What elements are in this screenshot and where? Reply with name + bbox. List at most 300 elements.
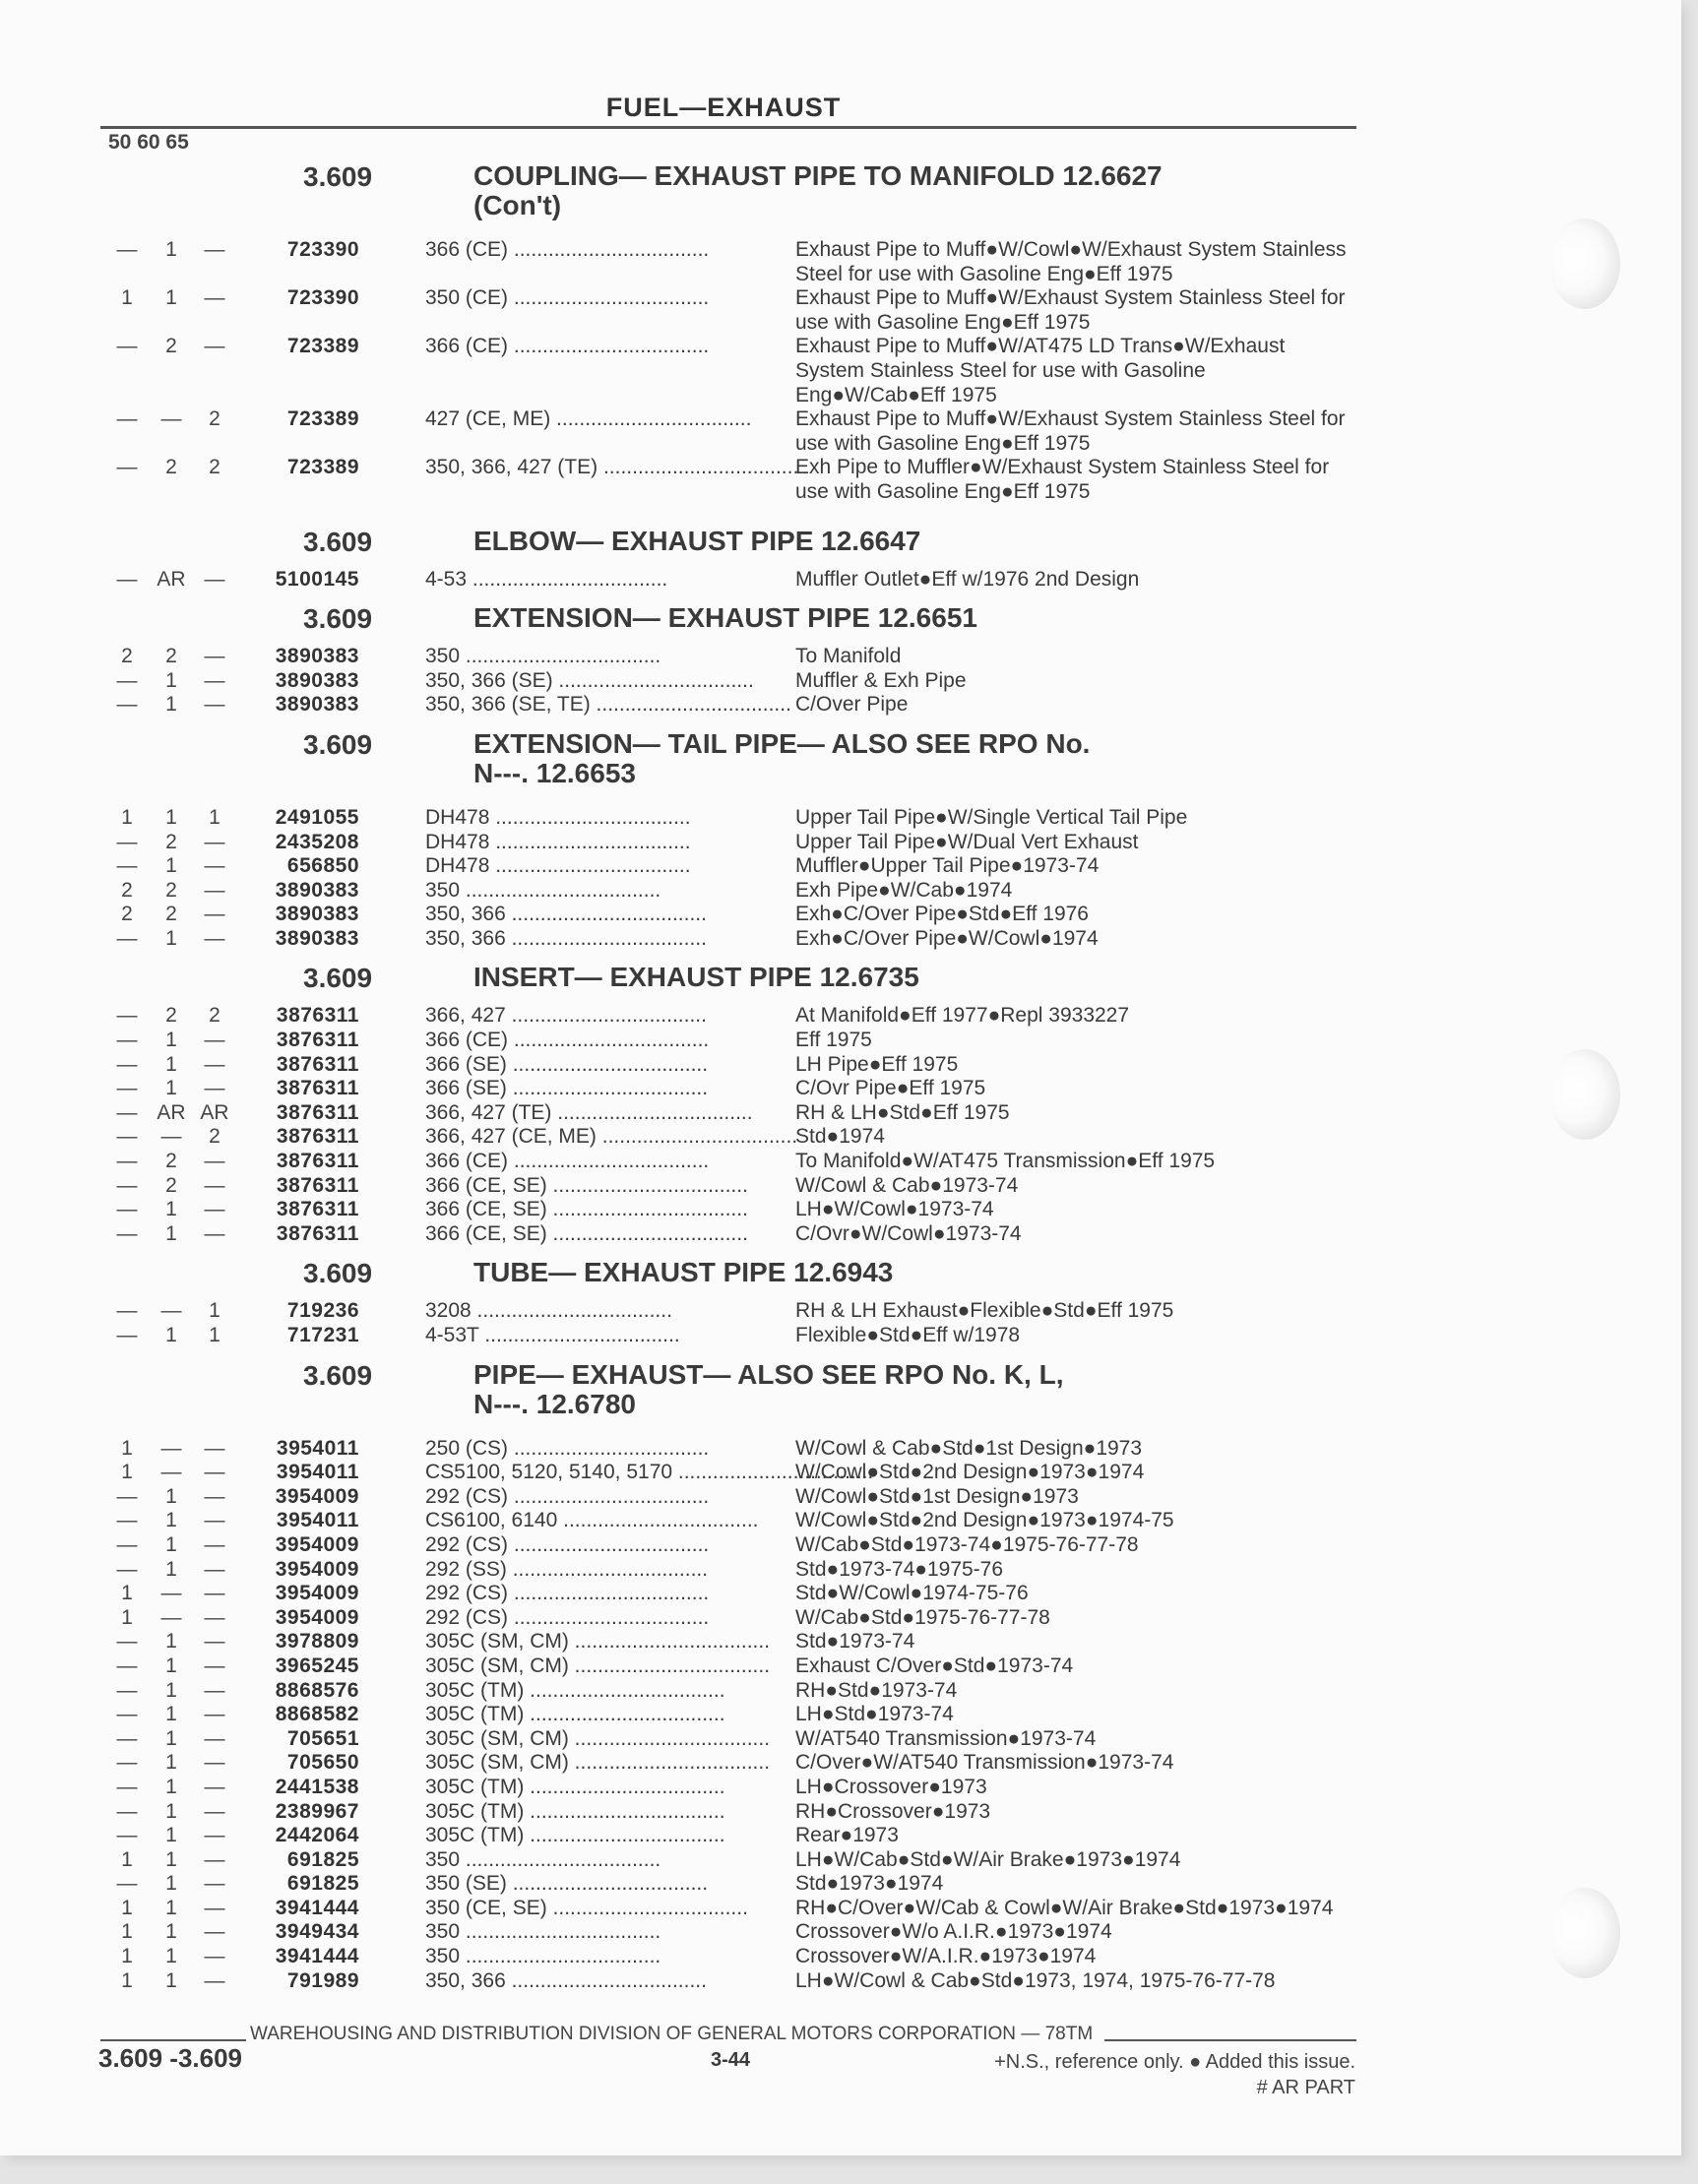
qty-50: —	[116, 1654, 138, 1677]
qty-65: 2	[209, 456, 220, 479]
qty-65: —	[204, 1029, 225, 1052]
section-header	[0, 515, 1681, 568]
part-row	[0, 1751, 1681, 1776]
qty-60: 1	[165, 1509, 177, 1532]
part-description: W/Cowl●Std●2nd Design●1973●1974	[795, 1461, 1145, 1484]
part-row	[0, 1969, 1681, 1994]
part-row	[0, 1582, 1681, 1606]
part-description: Crossover●W/o A.I.R.●1973●1974	[795, 1920, 1112, 1944]
section-code: 3.609	[303, 1359, 373, 1391]
qty-60: 2	[165, 1004, 177, 1028]
qty-65: —	[204, 1077, 225, 1100]
model-application: 305C (SM, CM) ..................................	[425, 1654, 771, 1677]
qty-60: 1	[165, 1654, 177, 1677]
part-number: 3941444	[275, 1945, 359, 1968]
model-application: 350, 366, 427 (TE) ..................................	[425, 456, 799, 479]
qty-50: —	[116, 1557, 138, 1581]
part-number: 2435208	[275, 830, 359, 853]
qty-50: —	[116, 1751, 138, 1775]
qty-50: —	[116, 456, 138, 479]
part-row	[0, 1727, 1681, 1752]
part-row	[0, 1630, 1681, 1654]
part-description: W/AT540 Transmission●1973-74	[795, 1726, 1097, 1750]
part-row	[0, 1945, 1681, 1969]
part-row	[0, 286, 1681, 335]
part-row	[0, 568, 1681, 593]
part-row	[0, 1053, 1681, 1078]
part-number: 723390	[286, 238, 359, 261]
qty-60: 1	[165, 1920, 177, 1944]
qty-50: 1	[121, 1436, 133, 1460]
section-header	[0, 150, 1681, 238]
model-application: 305C (SM, CM) ..................................	[425, 1726, 771, 1750]
header-rule	[100, 126, 1356, 129]
part-number: 3890383	[275, 903, 359, 926]
model-application: 350, 366 ..................................	[425, 926, 707, 950]
part-number: 3890383	[275, 668, 359, 692]
model-application: 366 (CE) ..................................	[425, 335, 710, 358]
qty-65: 2	[209, 1125, 220, 1149]
model-application: 366 (CE, SE) ..................................	[425, 1198, 748, 1221]
model-application: DH478 ..................................	[425, 830, 691, 853]
part-number: 3954009	[275, 1605, 359, 1629]
part-description: Exhaust Pipe to Muff●W/Cowl●W/Exhaust System Stainless Steel for use with Gasoline Eng●Eff 1975	[795, 238, 1347, 285]
part-description: LH●W/Cowl & Cab●Std●1973, 1974, 1975-76-77-78	[795, 1968, 1276, 1992]
part-row	[0, 1461, 1681, 1485]
model-application: 366 (SE) ..................................	[425, 1077, 709, 1100]
qty-60: 1	[165, 1896, 177, 1919]
part-description: W/Cab●Std●1975-76-77-78	[795, 1605, 1050, 1629]
model-application: 350 ..................................	[425, 645, 661, 668]
part-number: 656850	[286, 854, 359, 878]
qty-65: —	[204, 1703, 225, 1726]
part-number: 3876311	[276, 1150, 359, 1173]
qty-60: 2	[165, 903, 177, 926]
model-application: 350 ..................................	[425, 1945, 661, 1968]
qty-65: 2	[209, 407, 220, 431]
part-row	[0, 1800, 1681, 1825]
section-code: 3.609	[303, 526, 373, 557]
part-description: W/Cowl & Cab●1973-74	[795, 1173, 1019, 1197]
part-number: 719236	[286, 1299, 359, 1323]
qty-65: 1	[209, 1324, 220, 1346]
qty-50: —	[116, 1052, 138, 1076]
part-number: 705650	[286, 1751, 359, 1775]
qty-65: —	[204, 668, 225, 692]
qty-65: —	[204, 1751, 225, 1775]
model-application: 305C (TM) ..................................	[425, 1824, 725, 1847]
qty-60: 1	[165, 1484, 177, 1508]
part-number: 691825	[286, 1847, 359, 1871]
model-application: 292 (CS) ..................................	[425, 1484, 710, 1508]
model-application: 292 (CS) ..................................	[425, 1582, 710, 1605]
qty-50: —	[116, 1198, 138, 1221]
part-description: Exhaust Pipe to Muff●W/AT475 LD Trans●W/Exhaust System Stainless Steel for use with Gasoline Eng●W/Cab●Eff 1975	[795, 335, 1286, 406]
qty-50: 1	[121, 1605, 133, 1629]
model-application: 305C (SM, CM) ..................................	[425, 1751, 771, 1775]
qty-50: —	[116, 1077, 138, 1100]
model-application: 350, 366 (SE, TE) ..................................	[425, 693, 791, 717]
part-description: RH●C/Over●W/Cab & Cowl●W/Air Brake●Std●1973●1974	[795, 1896, 1334, 1919]
part-description: Std●1974	[795, 1125, 885, 1149]
qty-50: —	[116, 1799, 138, 1823]
part-number: 3965245	[275, 1654, 359, 1677]
section-code: 3.609	[303, 161, 373, 192]
qty-60: 1	[165, 1968, 177, 1992]
part-row	[0, 1299, 1681, 1324]
part-description: Eff 1975	[795, 1029, 872, 1052]
model-application: 350 (SE) ..................................	[425, 1872, 709, 1896]
model-application: 366 (SE) ..................................	[425, 1052, 709, 1076]
qty-65: AR	[200, 1100, 229, 1124]
model-application: 350 (CE, SE) ..................................	[425, 1896, 748, 1919]
section-code: 3.609	[303, 728, 373, 760]
model-application: 350 (CE) ..................................	[425, 286, 710, 310]
part-row	[0, 456, 1681, 504]
part-description: Upper Tail Pipe●W/Dual Vert Exhaust	[795, 830, 1139, 853]
qty-60: 2	[165, 456, 177, 479]
part-row	[0, 1324, 1681, 1348]
qty-60: AR	[157, 567, 186, 591]
qty-60: 2	[165, 645, 177, 668]
part-row	[0, 1174, 1681, 1199]
part-row	[0, 1485, 1681, 1510]
qty-65: —	[204, 1461, 225, 1484]
qty-50: —	[116, 1775, 138, 1798]
model-application: 3208 ..................................	[425, 1299, 672, 1323]
qty-65: —	[204, 1775, 225, 1798]
qty-50: —	[116, 926, 138, 950]
qty-60: 1	[165, 1872, 177, 1896]
model-application: 292 (SS) ..................................	[425, 1557, 709, 1581]
qty-65: —	[204, 1945, 225, 1968]
qty-50: 1	[121, 1920, 133, 1944]
qty-60: —	[160, 1605, 182, 1629]
part-row	[0, 1920, 1681, 1945]
part-number: 3876311	[276, 1198, 359, 1221]
section-code: 3.609	[303, 603, 373, 635]
part-row	[0, 806, 1681, 831]
model-application: 305C (TM) ..................................	[425, 1775, 725, 1798]
part-description: C/Ovr●W/Cowl●1973-74	[795, 1221, 1022, 1245]
qty-50: —	[116, 1484, 138, 1508]
part-description: C/Over Pipe	[795, 693, 909, 717]
part-number: 3954009	[275, 1582, 359, 1605]
part-row	[0, 1198, 1681, 1222]
part-description: LH●Std●1973-74	[795, 1703, 954, 1726]
model-application: 366 (CE) ..................................	[425, 1150, 710, 1173]
part-description: Exh●C/Over Pipe●Std●Eff 1976	[795, 903, 1089, 926]
qty-50: —	[116, 407, 138, 431]
part-number: 3954009	[275, 1557, 359, 1581]
part-description: Muffler●Upper Tail Pipe●1973-74	[795, 854, 1100, 878]
qty-60: 1	[165, 1678, 177, 1702]
qty-65: —	[204, 1799, 225, 1823]
part-row	[0, 1101, 1681, 1126]
qty-60: 1	[165, 1557, 177, 1581]
qty-65: —	[204, 1582, 225, 1605]
part-row	[0, 879, 1681, 904]
section-title: INSERT— EXHAUST PIPE 12.6735	[473, 962, 919, 993]
section-title: COUPLING— EXHAUST PIPE TO MANIFOLD 12.6627 (Con't)	[473, 160, 1163, 220]
qty-50: —	[116, 1509, 138, 1532]
qty-50: 1	[121, 1461, 133, 1484]
part-row	[0, 831, 1681, 855]
part-number: 791989	[286, 1968, 359, 1992]
part-description: RH●Crossover●1973	[795, 1799, 991, 1823]
part-row	[0, 1872, 1681, 1897]
part-row	[0, 238, 1681, 286]
model-application: 350, 366 ..................................	[425, 1968, 707, 1992]
qty-50: 1	[121, 1968, 133, 1992]
part-description: RH●Std●1973-74	[795, 1678, 958, 1702]
qty-50: 1	[121, 286, 133, 310]
part-description: Exhaust Pipe to Muff●W/Exhaust System Stainless Steel for use with Gasoline Eng●Eff 1975	[795, 286, 1346, 334]
qty-50: —	[116, 1100, 138, 1124]
part-description: W/Cowl●Std●1st Design●1973	[795, 1484, 1079, 1508]
part-number: 2441538	[275, 1775, 359, 1798]
part-description: Flexible●Std●Eff w/1978	[795, 1324, 1021, 1346]
page-title: FUEL—EXHAUST	[605, 93, 842, 122]
qty-60: 2	[165, 830, 177, 853]
footer-division: WAREHOUSING AND DISTRIBUTION DIVISION OF GENERAL MOTORS CORPORATION — 78TM	[250, 2024, 1094, 2044]
qty-50: —	[116, 668, 138, 692]
part-row	[0, 1558, 1681, 1583]
qty-50: —	[116, 1324, 138, 1346]
part-number: 723389	[286, 407, 359, 431]
qty-65: —	[204, 926, 225, 950]
part-description: Exhaust C/Over●Std●1973-74	[795, 1654, 1074, 1677]
part-description: At Manifold●Eff 1977●Repl 3933227	[795, 1004, 1130, 1028]
qty-65: —	[204, 1221, 225, 1245]
part-number: 3954011	[276, 1461, 359, 1484]
footer-rule-left	[100, 2039, 246, 2041]
part-row	[0, 407, 1681, 456]
qty-50: 1	[121, 1896, 133, 1919]
legend	[994, 2049, 1355, 2100]
qty-50: —	[116, 1173, 138, 1197]
qty-65: —	[204, 1678, 225, 1702]
qty-50: —	[116, 238, 138, 261]
footer-rule-right	[1104, 2039, 1356, 2041]
model-application: 350, 366 (SE) ..................................	[425, 668, 754, 692]
qty-50: 1	[121, 1847, 133, 1871]
qty-50: —	[116, 1824, 138, 1847]
model-application: DH478 ..................................	[425, 854, 691, 878]
qty-65: —	[204, 903, 225, 926]
part-number: 3876311	[276, 1125, 359, 1149]
part-number: 3890383	[275, 645, 359, 668]
qty-65: —	[204, 1484, 225, 1508]
part-description: W/Cowl & Cab●Std●1st Design●1973	[795, 1436, 1143, 1460]
part-row	[0, 903, 1681, 927]
part-row	[0, 1150, 1681, 1174]
part-description: To Manifold●W/AT475 Transmission●Eff 1975	[795, 1150, 1216, 1173]
qty-65: —	[204, 1896, 225, 1919]
part-row	[0, 1533, 1681, 1558]
section-header	[0, 1246, 1681, 1299]
part-number: 3876311	[276, 1173, 359, 1197]
model-application: 366 (CE) ..................................	[425, 1029, 710, 1052]
section-header	[0, 718, 1681, 806]
qty-65: —	[204, 1605, 225, 1629]
part-description: C/Ovr Pipe●Eff 1975	[795, 1077, 986, 1100]
page-reference: 3.609 -3.609	[98, 2043, 243, 2073]
part-number: 691825	[286, 1872, 359, 1896]
part-description: Muffler Outlet●Eff w/1976 2nd Design	[795, 567, 1140, 591]
qty-60: 2	[165, 1150, 177, 1173]
qty-50: 1	[121, 1582, 133, 1605]
part-description: Crossover●W/A.I.R.●1973●1974	[795, 1945, 1097, 1968]
qty-65: —	[204, 1150, 225, 1173]
model-application: 366 (CE) ..................................	[425, 238, 710, 261]
qty-65: —	[204, 1654, 225, 1677]
qty-60: 1	[165, 238, 177, 261]
part-row	[0, 1437, 1681, 1462]
part-row	[0, 1824, 1681, 1848]
qty-50: —	[116, 830, 138, 853]
qty-50: 1	[121, 1945, 133, 1968]
qty-50: —	[116, 1630, 138, 1654]
part-description: Std●1973-74	[795, 1630, 915, 1654]
qty-65: —	[204, 335, 225, 358]
qty-65: 1	[209, 805, 220, 829]
model-application: DH478 ..................................	[425, 805, 691, 829]
part-row	[0, 693, 1681, 718]
part-number: 3954011	[276, 1436, 359, 1460]
qty-50: 2	[121, 645, 133, 668]
qty-50: 2	[121, 878, 133, 902]
part-row	[0, 854, 1681, 879]
legend-line-2: # AR PART	[1256, 2077, 1355, 2098]
part-description: Std●1973●1974	[795, 1872, 944, 1896]
page-number: 3-44	[711, 2049, 751, 2071]
part-row	[0, 1077, 1681, 1101]
part-row	[0, 1222, 1681, 1247]
qty-60: 1	[165, 286, 177, 310]
qty-50: —	[116, 1678, 138, 1702]
part-number: 8868576	[275, 1678, 359, 1702]
part-number: 723389	[286, 335, 359, 358]
part-number: 705651	[286, 1726, 359, 1750]
section-code: 3.609	[303, 963, 373, 994]
qty-50: 1	[121, 805, 133, 829]
qty-60: 1	[165, 1945, 177, 1968]
legend-line-1: +N.S., reference only. ● Added this issue.	[994, 2051, 1355, 2073]
qty-50: —	[116, 335, 138, 358]
model-application: 427 (CE, ME) ..................................	[425, 407, 752, 431]
part-number: 5100145	[275, 567, 359, 591]
qty-60: 1	[165, 1824, 177, 1847]
part-number: 3876311	[276, 1221, 359, 1245]
qty-65: —	[204, 238, 225, 261]
qty-60: 1	[165, 926, 177, 950]
model-application: 292 (CS) ..................................	[425, 1605, 710, 1629]
part-number: 3876311	[276, 1029, 359, 1052]
qty-60: —	[160, 1461, 182, 1484]
qty-60: —	[160, 1436, 182, 1460]
part-row	[0, 1029, 1681, 1053]
part-description: Std●1973-74●1975-76	[795, 1557, 1004, 1581]
model-application: 366 (CE, SE) ..................................	[425, 1173, 748, 1197]
part-row	[0, 1679, 1681, 1704]
section-title: TUBE— EXHAUST PIPE 12.6943	[473, 1257, 894, 1288]
qty-65: —	[204, 1872, 225, 1896]
qty-50: —	[116, 1150, 138, 1173]
qty-65: —	[204, 830, 225, 853]
qty-60: 1	[165, 668, 177, 692]
part-number: 3876311	[276, 1077, 359, 1100]
qty-65: —	[204, 1532, 225, 1556]
qty-60: 1	[165, 1198, 177, 1221]
qty-60: 1	[165, 1630, 177, 1654]
qty-60: 1	[165, 1847, 177, 1871]
model-application: 4-53 ..................................	[425, 567, 668, 591]
part-number: 3890383	[275, 693, 359, 717]
qty-60: 2	[165, 878, 177, 902]
qty-50: —	[116, 1004, 138, 1028]
part-description: Exhaust Pipe to Muff●W/Exhaust System Stainless Steel for use with Gasoline Eng●Eff 1975	[795, 407, 1346, 455]
part-description: W/Cab●Std●1973-74●1975-76-77-78	[795, 1532, 1139, 1556]
part-description: LH●W/Cowl●1973-74	[795, 1198, 994, 1221]
part-row	[0, 1509, 1681, 1533]
section-title: PIPE— EXHAUST— ALSO SEE RPO No. K, L, N---. 12.6780	[473, 1358, 1064, 1419]
qty-60: 1	[165, 1532, 177, 1556]
model-application: 350 ..................................	[425, 878, 661, 902]
part-number: 3890383	[275, 926, 359, 950]
model-application: 305C (SM, CM) ..................................	[425, 1630, 771, 1654]
part-row	[0, 669, 1681, 694]
qty-65: —	[204, 1436, 225, 1460]
part-description: LH Pipe●Eff 1975	[795, 1052, 959, 1076]
footer-division-line	[100, 2024, 1356, 2045]
qty-65: —	[204, 1824, 225, 1847]
model-application: 305C (TM) ..................................	[425, 1678, 725, 1702]
qty-65: 1	[209, 1299, 220, 1323]
qty-65: —	[204, 693, 225, 717]
section-title: ELBOW— EXHAUST PIPE 12.6647	[473, 525, 921, 556]
qty-50: —	[116, 1726, 138, 1750]
qty-60: 1	[165, 1726, 177, 1750]
qty-50: —	[116, 1029, 138, 1052]
section-title: EXTENSION— EXHAUST PIPE 12.6651	[473, 602, 977, 634]
qty-65: —	[204, 1847, 225, 1871]
qty-50: —	[116, 567, 138, 591]
part-number: 723390	[286, 286, 359, 310]
part-number: 717231	[286, 1324, 359, 1346]
model-application: 292 (CS) ..................................	[425, 1532, 710, 1556]
part-number: 8868582	[275, 1703, 359, 1726]
section-header	[0, 1348, 1681, 1437]
qty-50: —	[116, 1299, 138, 1323]
part-row	[0, 1848, 1681, 1873]
qty-60: AR	[157, 1100, 186, 1124]
part-description: Rear●1973	[795, 1824, 899, 1847]
section-code: 3.609	[303, 1258, 373, 1289]
qty-65: —	[204, 1509, 225, 1532]
part-description: To Manifold	[795, 645, 902, 668]
qty-60: —	[160, 1125, 182, 1149]
qty-50: —	[116, 1703, 138, 1726]
part-number: 3954009	[275, 1532, 359, 1556]
qty-65: —	[204, 1052, 225, 1076]
model-application: 366, 427 (TE) ..................................	[425, 1100, 753, 1124]
qty-60: —	[160, 1582, 182, 1605]
part-description: Muffler & Exh Pipe	[795, 668, 967, 692]
quantity-column-header: 50 60 65	[108, 131, 189, 154]
qty-60: —	[160, 407, 182, 431]
qty-50: —	[116, 693, 138, 717]
